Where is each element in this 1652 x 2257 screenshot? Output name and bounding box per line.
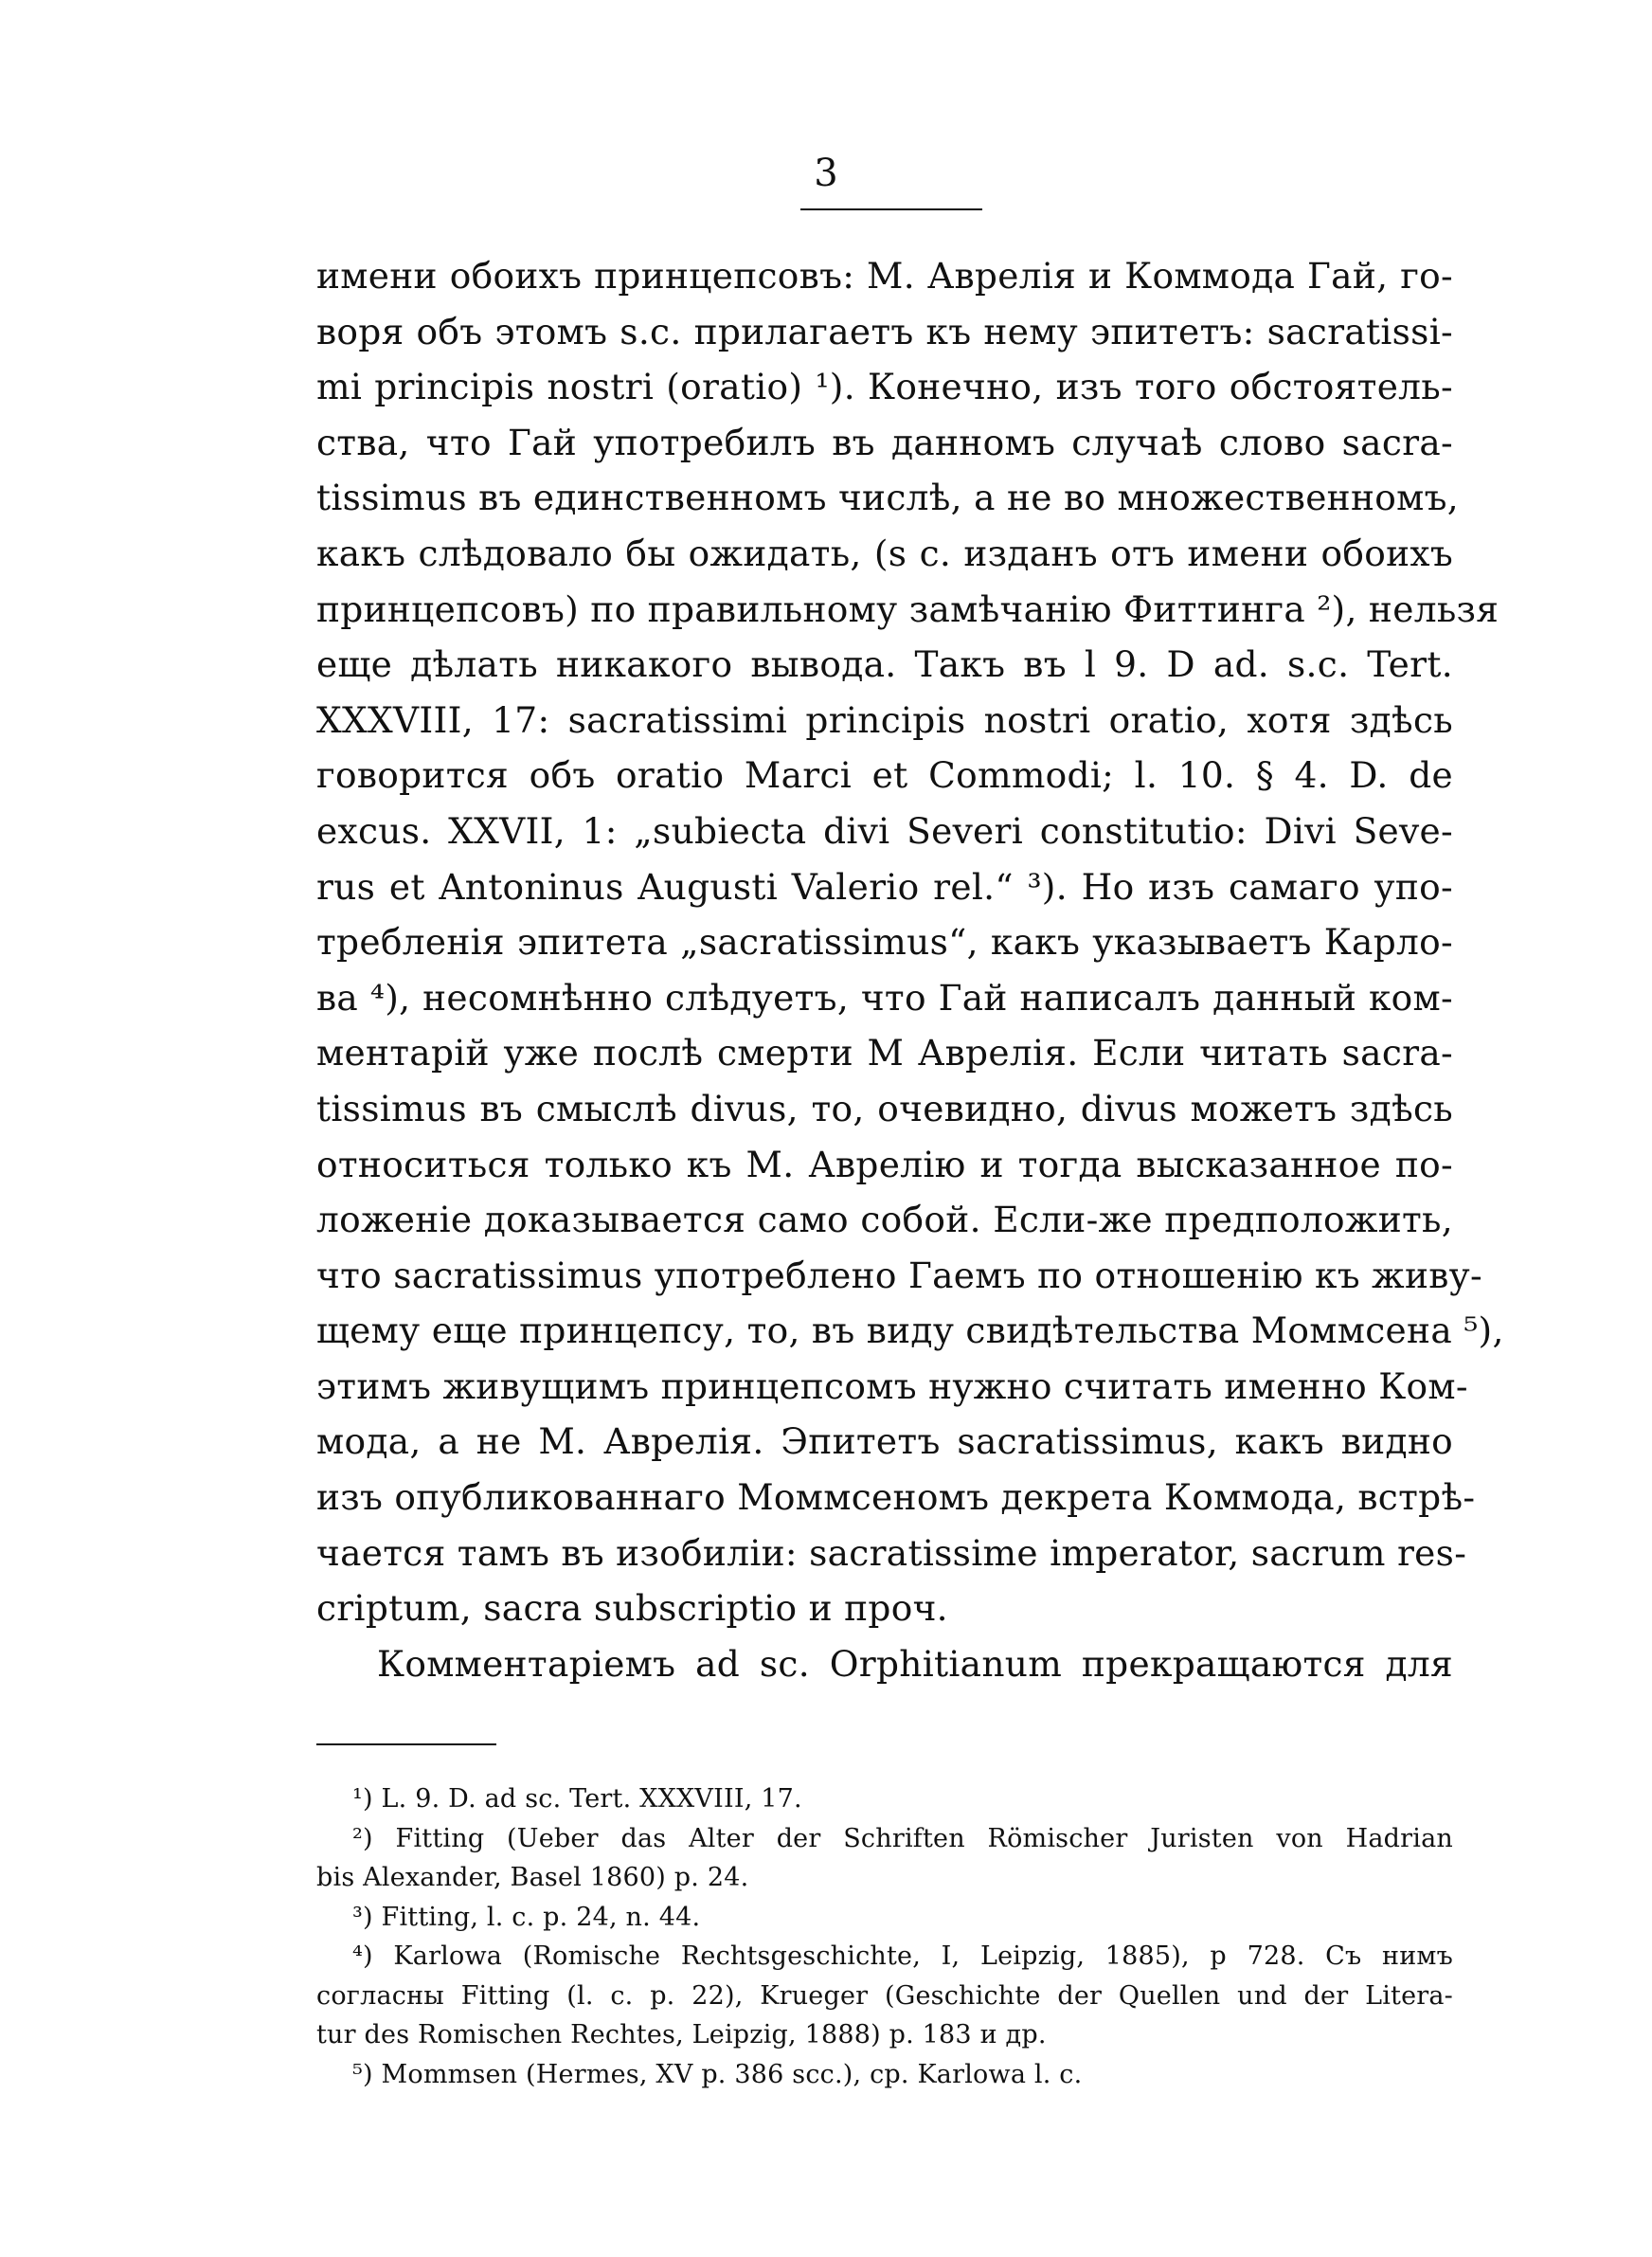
body-line: принцепсовъ) по правильному замѣчанію Фиттинга ²), нельзя — [316, 587, 1499, 630]
body-line: чается тамъ въ изобиліи: sacratissime imperator, sacrum res- — [316, 1531, 1467, 1574]
body-line: criptum, sacra subscriptio и проч. — [316, 1587, 948, 1630]
footnote-line: ³) Fitting, l. c. p. 24, n. 44. — [352, 1902, 701, 1932]
body-line: имени обоихъ принцепсовъ: М. Аврелія и Коммода Гай, го- — [316, 255, 1453, 297]
body-line: воря объ этомъ s.c. прилагаетъ къ нему эпитетъ: sacratissi- — [316, 310, 1453, 352]
footnote-line: ²) Fitting (Ueber das Alter der Schriften Römischer Juristen von Hadrian — [352, 1823, 1453, 1853]
footnote-line: ⁴) Karlowa (Romische Rechtsgeschichte, I, Leipzig, 1885), p 728. Съ нимъ — [352, 1941, 1453, 1971]
body-line: относиться только къ М. Аврелію и тогда высказанное по- — [316, 1143, 1453, 1185]
footnote-line: ⁵) Mommsen (Hermes, XV p. 386 scc.), cp. Karlowa l. c. — [352, 2059, 1083, 2089]
body-line: еще дѣлать никакого вывода. Такъ въ l 9. D ad. s.c. Tert. — [316, 643, 1453, 686]
body-line: tissimus въ смыслѣ divus, то, очевидно, divus можетъ здѣсь — [316, 1087, 1453, 1129]
body-line: Комментаріемъ ad sc. Orphitianum прекращаются для — [377, 1642, 1453, 1685]
footnote-line: tur des Romischen Rechtes, Leipzig, 1888) p. 183 и др. — [316, 2020, 1047, 2049]
body-line: изъ опубликованнаго Моммсеномъ декрета Коммода, встрѣ- — [316, 1476, 1476, 1519]
body-line: mi principis nostri (oratio) ¹). Конечно, изъ того обстоятель- — [316, 366, 1453, 408]
body-line: ложеніе доказывается само собой. Если-же предположить, — [316, 1199, 1453, 1241]
footnote-line: bis Alexander, Basel 1860) p. 24. — [316, 1863, 749, 1892]
body-line: мода, а не М. Аврелія. Эпитетъ sacratissimus, какъ видно — [316, 1420, 1453, 1463]
body-line: требленія эпитета „sacratissimus“, какъ указываетъ Карло- — [316, 921, 1453, 964]
body-line: XXXVIII, 17: sacratissimi principis nostri oratio, хотя здѣсь — [316, 698, 1453, 741]
footnote-line: согласны Fitting (l. c. p. 22), Krueger (Geschichte der Quellen und der Litera- — [316, 1980, 1453, 2011]
body-line: rus et Antoninus Augusti Valerio rel.“ ³). Но изъ самаго упо- — [316, 865, 1453, 908]
body-line: tissimus въ единственномъ числѣ, а не во множественномъ, — [316, 477, 1459, 519]
body-line: какъ слѣдовало бы ожидать, (s c. изданъ отъ имени обоихъ — [316, 532, 1453, 574]
body-line: ства, что Гай употребилъ въ данномъ случаѣ слово sacra- — [316, 421, 1453, 463]
footnotes — [316, 1779, 1453, 2094]
body-line: этимъ живущимъ принцепсомъ нужно считать именно Ком- — [316, 1364, 1468, 1407]
body-line: что sacratissimus употреблено Гаемъ по отношенію къ живу- — [316, 1254, 1482, 1296]
page-number-rule — [800, 208, 982, 210]
footnote-rule — [316, 1743, 496, 1745]
page-number: 3 — [814, 152, 838, 195]
body-line: щему еще принцепсу, то, въ виду свидѣтельства Моммсена ⁵), — [316, 1309, 1504, 1352]
body-line: ментарій уже послѣ смерти М Аврелія. Если читать sacra- — [316, 1032, 1453, 1074]
footnote-line: ¹) L. 9. D. ad sc. Tert. XXXVIII, 17. — [352, 1784, 802, 1814]
body-line: говорится объ oratio Marci et Commodi; l. 10. § 4. D. de — [316, 754, 1453, 797]
body-text — [316, 248, 1504, 1691]
body-line: excus. XXVII, 1: „subiecta divi Severi constitutio: Divi Seve- — [316, 809, 1453, 852]
body-line: ва ⁴), несомнѣнно слѣдуетъ, что Гай написалъ данный ком- — [316, 976, 1453, 1019]
